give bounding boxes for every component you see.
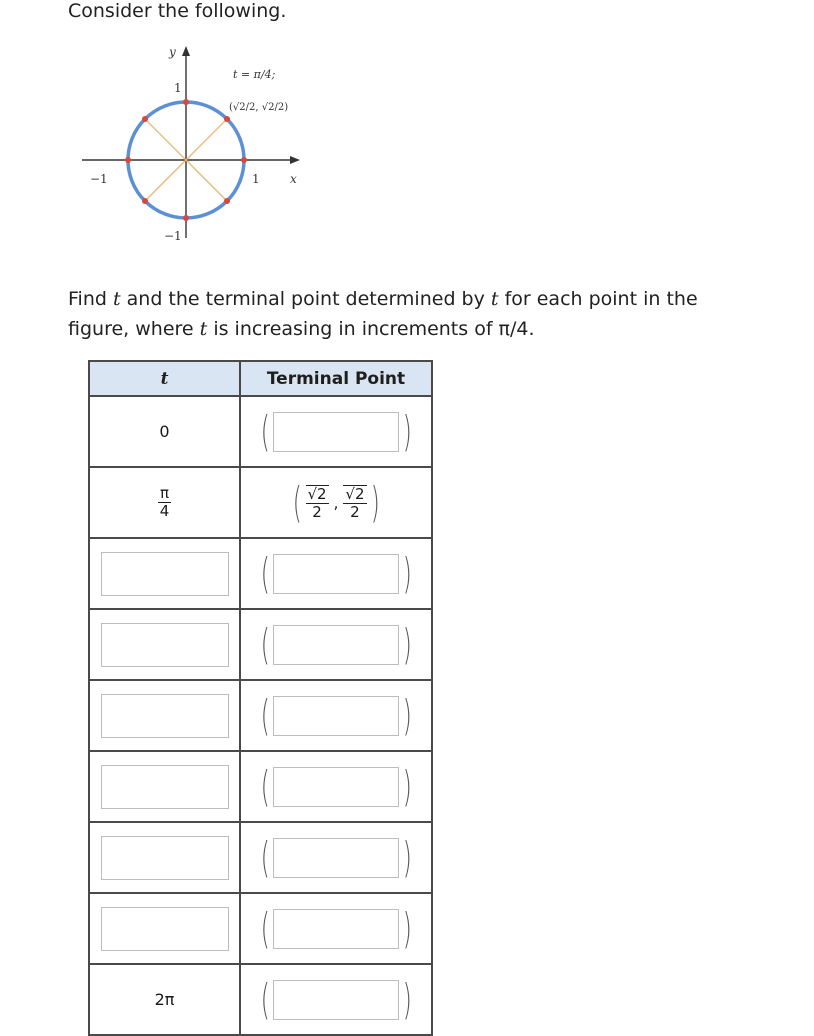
point-wrap-2 [257,548,416,598]
point-y-num: √2 [345,484,365,503]
paren-open: ( [260,832,270,882]
t-value-8: 2π [154,990,175,1009]
header-t: t [89,361,240,396]
point-3pi-4 [142,116,148,122]
given-point-1 [306,485,367,521]
answer-table [88,360,433,1036]
y-axis-arrow [182,46,190,56]
unit-circle-figure [66,40,316,255]
point-comma: , [333,493,339,512]
question-text: Find t and the terminal point determined by t for each point in the figure, where t is increasing in increments of π/4. [68,288,698,340]
annotation-t: t = π/4; [233,68,276,81]
x-axis-arrow [290,156,300,164]
cell-t-5 [89,751,240,822]
point-y-den: 2 [350,502,360,521]
point-input-8[interactable] [273,980,399,1020]
paren-open: ( [260,903,270,953]
cell-t-6 [89,822,240,893]
cell-t-3 [89,609,240,680]
tick-y-bottom: −1 [164,229,182,243]
table-row [89,893,432,964]
point-pi [125,157,131,163]
point-0 [241,157,247,163]
point-wrap-1 [289,477,383,527]
cell-point-1 [240,467,432,538]
point-input-7[interactable] [273,909,399,949]
t-input-4[interactable] [101,694,229,738]
paren-close: ) [402,690,412,740]
cell-point-0 [240,396,432,467]
paren-open: ( [260,406,270,456]
table-row [89,964,432,1035]
paren-close: ) [402,761,412,811]
paren-close: ) [402,832,412,882]
table-row [89,538,432,609]
t-input-6[interactable] [101,836,229,880]
t-value-0: 0 [159,422,170,441]
point-wrap-5 [257,761,416,811]
paren-close: ) [402,619,412,669]
table-row [89,751,432,822]
t-value-1-den: 4 [159,502,170,520]
point-pi-2 [183,99,189,105]
cell-point-7 [240,893,432,964]
tick-y-top: 1 [174,81,182,95]
point-input-0[interactable] [273,412,399,452]
point-x [306,485,329,521]
t-input-7[interactable] [101,907,229,951]
t-value-1-num: π [159,484,170,502]
y-label: y [169,45,176,59]
table-row [89,396,432,467]
point-x-den: 2 [312,502,322,521]
paren-open: ( [260,690,270,740]
cell-point-4 [240,680,432,751]
point-7pi-4 [224,198,230,204]
intro-text: Consider the following. [68,0,287,22]
header-terminal-point: Terminal Point [240,361,432,396]
cell-point-3 [240,609,432,680]
paren-close: ) [402,974,412,1024]
point-input-2[interactable] [273,554,399,594]
point-wrap-8 [257,974,416,1024]
t-input-5[interactable] [101,765,229,809]
point-y [343,485,366,521]
tick-x-right: 1 [252,172,260,186]
paren-close: ) [370,477,380,527]
cell-t-0 [89,396,240,467]
point-wrap-6 [257,832,416,882]
cell-t-8 [89,964,240,1035]
paren-open: ( [292,477,302,527]
t-input-3[interactable] [101,623,229,667]
paren-open: ( [260,974,270,1024]
tick-x-left: −1 [90,172,108,186]
point-x-num: √2 [307,484,327,503]
cell-t-4 [89,680,240,751]
paren-close: ) [402,406,412,456]
cell-point-5 [240,751,432,822]
point-input-6[interactable] [273,838,399,878]
cell-t-2 [89,538,240,609]
point-input-3[interactable] [273,625,399,665]
annotation-point: (√2/2, √2/2) [229,102,289,113]
point-wrap-7 [257,903,416,953]
paren-open: ( [260,761,270,811]
paren-close: ) [402,548,412,598]
point-5pi-4 [142,198,148,204]
t-input-2[interactable] [101,552,229,596]
point-wrap-3 [257,619,416,669]
cell-t-1 [89,467,240,538]
cell-point-2 [240,538,432,609]
point-pi-4 [224,116,230,122]
point-wrap-4 [257,690,416,740]
point-input-5[interactable] [273,767,399,807]
table-row [89,609,432,680]
paren-open: ( [260,548,270,598]
cell-t-7 [89,893,240,964]
x-label: x [290,172,297,186]
paren-close: ) [402,903,412,953]
cell-point-8 [240,964,432,1035]
table-row [89,822,432,893]
t-value-1 [158,485,171,520]
point-wrap-0 [257,406,416,456]
table-row [89,467,432,538]
cell-point-6 [240,822,432,893]
point-3pi-2 [183,215,189,221]
paren-open: ( [260,619,270,669]
point-input-4[interactable] [273,696,399,736]
table-row [89,680,432,751]
